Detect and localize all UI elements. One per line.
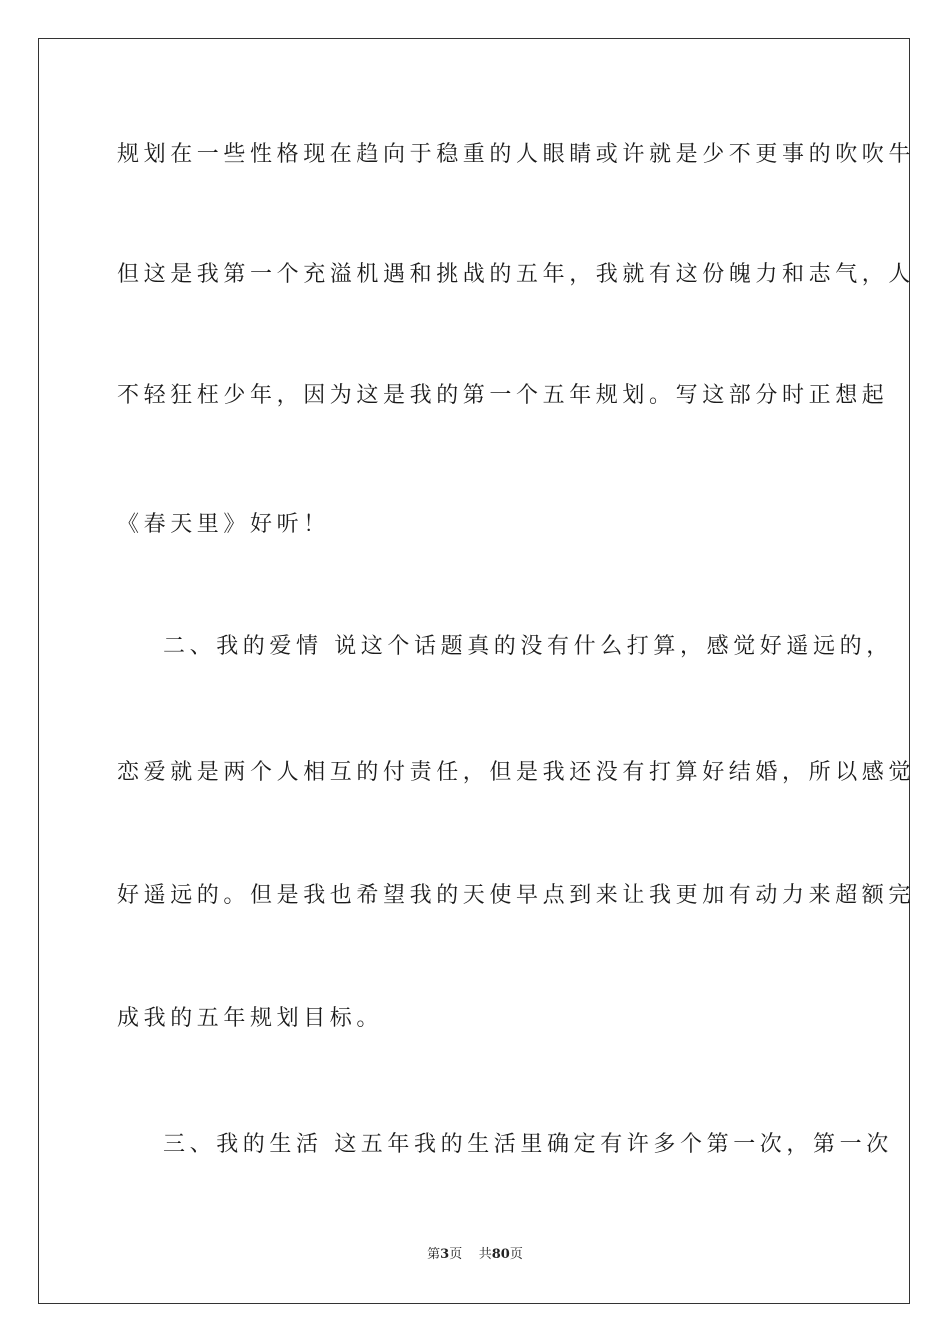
body-line-7: 好遥远的。但是我也希望我的天使早点到来让我更加有动力来超额完 (117, 883, 916, 908)
section-two-heading-line: 二、我的爱情 说这个话题真的没有什么打算，感觉好遥远的， (163, 634, 893, 659)
footer-page-suffix: 页 (449, 1247, 463, 1262)
body-line-8: 成我的五年规划目标。 (117, 1006, 384, 1031)
body-line-4: 《春天里》好听！ (117, 512, 330, 537)
footer-total-suffix: 页 (509, 1247, 523, 1262)
footer-total-prefix: 共 (478, 1247, 492, 1262)
body-line-6: 恋爱就是两个人相互的付责任，但是我还没有打算好结婚，所以感觉 (117, 760, 916, 785)
page-footer (0, 1246, 950, 1264)
body-line-1: 规划在一些性格现在趋向于稳重的人眼睛或许就是少不更事的吹吹牛 (117, 142, 916, 167)
footer-page-number: 3 (440, 1247, 450, 1262)
section-three-heading-line: 三、我的生活 这五年我的生活里确定有许多个第一次，第一次 (163, 1132, 893, 1157)
footer-total-number: 80 (491, 1247, 510, 1262)
page-border (38, 38, 916, 1304)
body-line-3: 不轻狂枉少年，因为这是我的第一个五年规划。写这部分时正想起 (117, 383, 889, 408)
body-line-2: 但这是我第一个充溢机遇和挑战的五年，我就有这份魄力和志气，人 (117, 262, 916, 287)
footer-page-prefix: 第 (427, 1247, 441, 1262)
